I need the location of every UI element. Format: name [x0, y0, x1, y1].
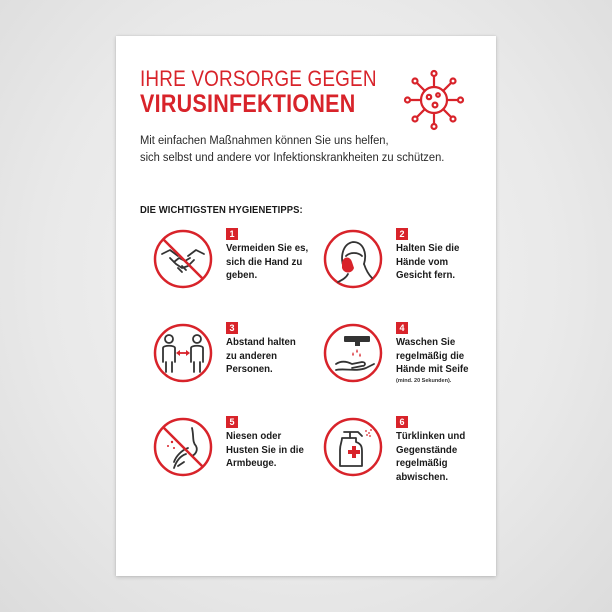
tip-1 — [152, 228, 322, 308]
tip-text — [226, 336, 318, 377]
hand-washing-icon — [322, 322, 384, 384]
section-heading: DIE WICHTIGSTEN HYGIENETIPPS: — [140, 204, 303, 216]
tip-4 — [322, 322, 492, 402]
poster-title-line1: IHRE VORSORGE GEGEN — [140, 66, 377, 91]
tip-line: Vermeiden Sie es, — [226, 242, 309, 254]
virus-icon — [402, 68, 466, 132]
tip-line: Husten Sie in die — [226, 443, 304, 456]
tip-text — [226, 430, 318, 471]
no-handshake-icon — [152, 228, 214, 290]
tip-number: 1 — [226, 228, 238, 240]
hygiene-poster — [116, 36, 496, 576]
tip-line: regelmäßig — [396, 457, 448, 469]
poster-title-line2: VIRUSINFEKTIONEN — [140, 90, 356, 118]
tip-line: abwischen. — [396, 470, 449, 483]
tip-2 — [322, 228, 492, 308]
tip-line: Halten Sie die — [396, 242, 460, 254]
tip-number: 2 — [396, 228, 408, 240]
tip-line: Armbeuge. — [226, 457, 277, 469]
tip-line: Türklinken und — [396, 430, 466, 442]
tip-6 — [322, 416, 492, 496]
tip-line: geben. — [226, 269, 258, 281]
hand-on-face-icon — [322, 228, 384, 290]
distance-people-icon — [152, 322, 214, 384]
tip-line: sich die Hand zu — [226, 255, 303, 268]
tip-line: Gesicht fern. — [396, 269, 456, 281]
tip-line: Abstand halten — [226, 336, 296, 348]
sneeze-elbow-icon — [152, 416, 214, 478]
tip-number: 4 — [396, 322, 408, 334]
disinfectant-spray-icon — [322, 416, 384, 478]
tip-text — [396, 242, 488, 283]
tip-line: regelmäßig die — [396, 349, 465, 362]
tip-line: Gegenstände — [396, 443, 458, 456]
tip-note: (mind. 20 Sekunden). — [396, 378, 452, 384]
poster-intro — [140, 132, 446, 166]
tip-3 — [152, 322, 322, 402]
tip-number: 3 — [226, 322, 238, 334]
tip-line: zu anderen — [226, 349, 278, 362]
tip-line: Waschen Sie — [396, 336, 456, 348]
tip-text — [226, 242, 318, 283]
tip-line: Personen. — [226, 363, 273, 375]
tip-5 — [152, 416, 322, 496]
tip-text — [396, 430, 488, 484]
tip-line: Hände vom — [396, 255, 449, 268]
tip-number: 6 — [396, 416, 408, 428]
tip-line: Niesen oder — [226, 430, 282, 442]
intro-line1: Mit einfachen Maßnahmen können Sie uns helfen, — [140, 133, 389, 147]
tip-text — [396, 336, 488, 377]
intro-line2: sich selbst und andere vor Infektionskrankheiten zu schützen. — [140, 150, 445, 164]
tip-line: Hände mit Seife — [396, 363, 469, 375]
tip-number: 5 — [226, 416, 238, 428]
